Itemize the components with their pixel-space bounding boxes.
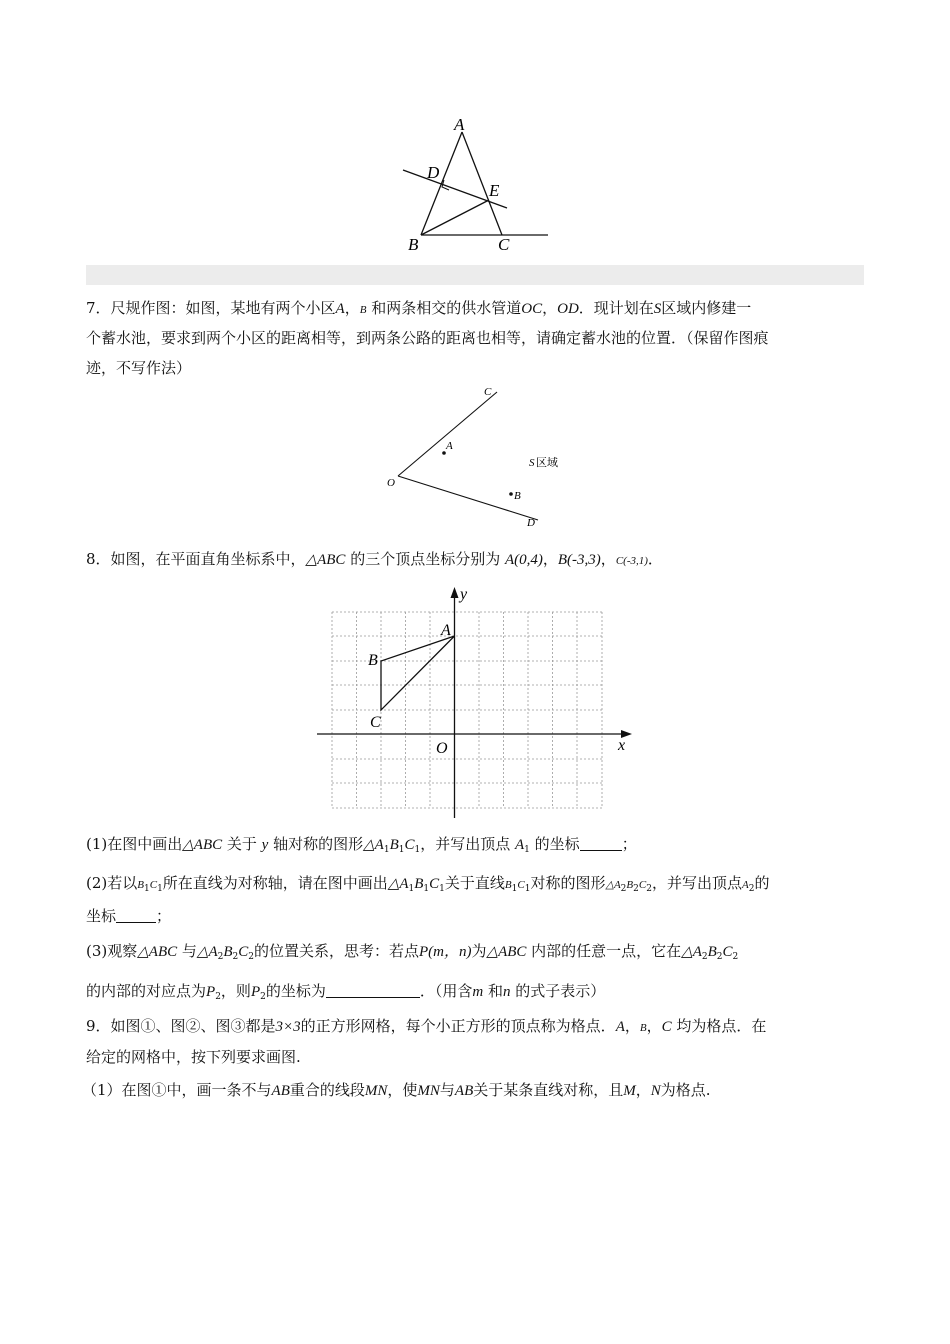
q8-p2b-text: 坐标 [86,907,117,925]
q8-p1-text-4: ，并写出顶点 [420,835,515,853]
q8-p2-b2: B [414,876,424,892]
q8-p3-sub: 2 [716,952,723,962]
q8-p2-text-2: 所在直线为对称轴，请在图中画出 [162,874,388,892]
q8-p3b-text: 的内部的对应点为 [86,982,207,1000]
q8-p3-c: C [238,944,249,960]
q7-text: 7．尺规作图：如图，某地有两个小区 [86,299,336,317]
q8-p2-sub: 1 [423,884,430,894]
q7-comma: ， [542,299,558,317]
answer-blank [580,836,622,851]
q9-sep: ， [635,1081,651,1099]
label-a: A [454,115,465,134]
q9-segment-mn: MN [364,1083,388,1099]
q8-p3b-tail: 的式子表示） [510,982,606,1000]
label-b: B [514,490,521,502]
q8-p1-sub: 1 [524,845,530,855]
q8-p2-tri2: △A [605,879,621,891]
q8-p3-tri4: △A [681,944,702,960]
q8-part-3b [86,981,605,1007]
triangle-abc [381,636,455,710]
q9-p1-text-3: ，使 [387,1081,418,1099]
q8-p2-sub: 2 [748,884,755,894]
q8-text: 8．如图，在平面直角坐标系中， [86,550,306,568]
q8-p3-text-4: 为 [471,942,487,960]
q8-p3-sub: 2 [232,952,239,962]
label-c: C [498,235,510,254]
q7-text-end: ．现计划在 [578,299,654,317]
q8-p2-sub: 1 [157,884,163,894]
q9-sep: ， [646,1017,662,1035]
q8-text-mid: 的三个顶点坐标分别为 [345,550,505,568]
q8-p2-c2: C [429,876,440,892]
answer-blank [116,908,156,923]
q9-text-3: 均为格点．在 [671,1017,767,1035]
q8-p2-sub: 2 [620,884,627,894]
segment-be [421,200,489,235]
q8-p1-sub: 1 [383,845,390,855]
q8-intro [86,549,663,571]
label-a: A [441,622,451,639]
q9-p1-text-5: 关于某条直线对称，且 [473,1081,624,1099]
q8-p1-sub: 1 [398,845,405,855]
q9-point-m: M [623,1083,636,1099]
q8-p1-sub: 1 [414,845,421,855]
q8-p1-text-3: 轴对称的图形 [268,835,364,853]
q9-segment-ab: AB [454,1083,474,1099]
label-s: S [529,457,535,469]
section-divider [86,265,864,285]
label-o: O [436,740,448,757]
q8-p2-sub: 1 [524,884,531,894]
q8-p3-tri3: △ABC [486,944,527,960]
label-c: C [370,714,381,731]
q8-p1-text: (1)在图中画出 [86,835,183,853]
q9-p1-text: （1）在图①中，画一条不与 [82,1081,272,1099]
grid-lines [332,612,602,808]
label-region: 区域 [536,457,558,469]
angle-figure [380,378,580,533]
q8-p3-tri2: △A [196,944,218,960]
q8-p3-point-p: P(m，n) [419,944,472,960]
q8-p3-c2: C [722,944,733,960]
q9-p1-text-6: 为格点. [660,1081,711,1099]
q8-p3b-p: P [206,984,216,1000]
q8-p2-b: B [137,879,144,891]
q9-point-n: N [650,1083,661,1099]
q8-part-3 [86,941,738,967]
q8-p3b-text-3: 的坐标为 [265,982,326,1000]
label-d: D [527,517,535,529]
label-a: A [446,440,453,452]
q8-p2-text: (2)若以 [86,874,138,892]
q9-text-2: 的正方形网格，每个小正方形的顶点称为格点． [300,1017,616,1035]
q8-p2-text-4: 对称的图形 [530,874,606,892]
triangle-figure [395,110,560,260]
q7-point-a: A [335,301,345,317]
q7-text-mid: 和两条相交的供水管道 [366,299,522,317]
q8-p2-b4: B [626,879,634,891]
q9-line-2: 给定的网格中，按下列要求画图. [86,1048,301,1066]
label-o: O [387,477,395,489]
q8-p2-c3: C [517,879,525,891]
q8-p3-b: B [223,944,233,960]
q9-text: 9．如图①、图②、图③都是 [86,1017,276,1035]
q8-p2-sub: 2 [646,884,652,894]
q8-p1-c: C [404,837,415,853]
q9-point-c: C [661,1019,672,1035]
q9-p1-text-4: 与 [439,1081,455,1099]
q8-p2-c4: C [638,879,647,891]
q8-p3-sub: 2 [217,952,224,962]
q8-p2-sub: 2 [633,884,639,894]
q8-p3-text: (3)观察 [86,942,138,960]
q8-p2-text-5: ，并写出顶点 [651,874,742,892]
q8-p2b-punct: ； [156,907,172,925]
q8-p3b-p2: P [250,984,261,1000]
q8-p3-sub: 2 [732,952,739,962]
q8-p3-tri: △ABC [137,944,178,960]
q8-p2-sub: 1 [439,884,445,894]
q8-p2-tri: △A [387,876,409,892]
q8-p3b-text-4: ．（用含 [419,982,473,1000]
q9-point-a: A [615,1019,625,1035]
q8-sep-2: ， [600,550,616,568]
q7-region-s: S [653,301,662,317]
q8-p1-text-5: 的坐标 [529,835,580,853]
point-b-dot [509,492,513,496]
q8-p3-b2: B [707,944,717,960]
q8-p3b-and: 和 [483,982,503,1000]
q9-sep: ， [624,1017,640,1035]
q9-segment-mn: MN [417,1083,440,1099]
label-x: x [618,737,626,754]
q8-coord-c: C(-3,1) [615,555,648,567]
q9-grid-size: 3×3 [275,1019,301,1035]
ray-oc [398,392,497,476]
label-y: y [460,586,468,603]
label-d: D [427,163,440,182]
q7-line-3: 迹，不写作法） [86,359,192,377]
q7-line-2: 个蓄水池，要求到两个小区的距离相等，到两条公路的距离也相等，请确定蓄水池的位置．（保留作图痕 [86,329,769,347]
q7-sep: ， [344,299,360,317]
q8-p3b-sub: 2 [215,992,221,1002]
q9-segment-ab: AB [271,1083,290,1099]
q8-p3-text-3: 的位置关系，思考：若点 [254,942,420,960]
y-axis-arrow [451,587,459,598]
q8-p1-y: y [261,837,269,853]
q8-p1-tri1: △A [363,837,384,853]
q7-text-tail: 区域内修建一 [661,299,752,317]
q8-coord-b: B(-3,3) [557,552,601,568]
q7-point-b: B [359,304,367,316]
q8-coord-a: A(0,4) [504,552,543,568]
coordinate-grid-figure [312,583,642,823]
q9-line-1 [86,1016,766,1038]
label-e: E [489,181,500,200]
label-b: B [408,235,419,254]
q8-p3b-text-2: ，则 [220,982,251,1000]
q8-p2-sub: 1 [511,884,518,894]
q8-p3-text-5: 内部的任意一点，它在 [526,942,682,960]
q8-sep-1: ， [542,550,558,568]
q8-p1-punct: ； [621,835,637,853]
q8-p2-sub: 1 [408,884,415,894]
q8-part-2b [86,906,171,926]
q8-part-2 [86,873,769,899]
q8-p3-text-2: 与 [177,942,197,960]
q8-triangle: △ABC [305,552,346,568]
q8-p1-triangle: △ABC [182,837,223,853]
q9-p1-text-2: 重合的线段 [289,1081,365,1099]
q8-p2-b3: B [504,879,512,891]
q8-p2-a: A [741,879,749,891]
q8-p2-sub: 1 [143,884,150,894]
label-c: C [484,386,492,398]
q8-p3b-m: m [472,984,484,1000]
q8-p3-sub: 2 [248,952,254,962]
q8-part-1 [86,834,637,860]
q7-line-1 [86,298,751,320]
q9-line-3 [82,1080,711,1101]
answer-blank [326,983,420,998]
q8-p3b-n: n [503,984,511,1000]
q8-text-end: ． [647,550,663,568]
q8-p1-b: B [389,837,399,853]
q8-p1-text-2: 关于 [222,835,262,853]
q7-pipe-od: OD [557,301,579,317]
q8-p1-a: A [515,837,525,853]
q8-p3-sub: 2 [701,952,708,962]
q9-point-b: B [639,1022,647,1034]
q8-p2-text-3: 关于直线 [444,874,505,892]
q8-p2-text-6: 的 [754,874,770,892]
q8-p3b-sub: 2 [260,992,266,1002]
q7-pipe-oc: OC [521,301,543,317]
q8-p2-c: C [149,879,158,891]
label-b: B [368,652,378,669]
